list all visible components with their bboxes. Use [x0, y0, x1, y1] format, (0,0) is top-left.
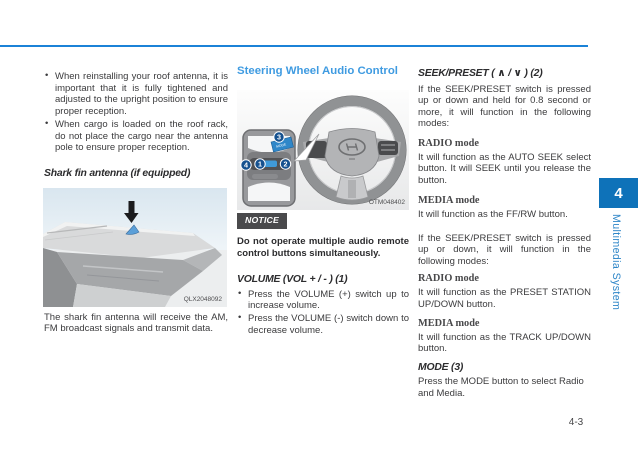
seek-hold-intro: If the SEEK/PRESET switch is pressed up or down and held for 0.8 second or more, it will function in the following modes: [418, 83, 591, 130]
radio-mode-label-1: RADIO mode [418, 137, 479, 149]
chapter-tab-title: Multimedia System [610, 214, 622, 311]
shark-fin-antenna-illustration [43, 188, 227, 307]
media-mode-label-2: MEDIA mode [418, 318, 480, 330]
figure-code-label: QLX2048092 [183, 295, 222, 303]
media-mode-label-1: MEDIA mode [418, 195, 480, 207]
seek-press-intro: If the SEEK/PRESET switch is pressed up or down, it will function in the following modes: [418, 232, 591, 267]
radio-mode-label-2: RADIO mode [418, 273, 479, 285]
notice-badge: NOTICE [237, 213, 287, 230]
chapter-tab-number: 4 [599, 178, 638, 208]
notice-text: Do not operate multiple audio remote control buttons simultaneously. [237, 236, 409, 260]
shark-fin-caption: The shark fin antenna will receive the AM, FM broadcast signals and transmit data. [44, 311, 228, 335]
steering-wheel-illustration [237, 90, 409, 210]
mode-button-label: MODE [275, 142, 287, 149]
callout-3: 3 [277, 132, 281, 142]
page-number: 4-3 [568, 417, 584, 428]
right-column [418, 68, 591, 400]
roof-antenna-bullet-1: • When reinstalling your roof antenna, it is important that it is fully tightened and adjusted to the upright position to ensure proper reception. [44, 71, 228, 118]
steering-wheel-heading: Steering Wheel Audio Control [237, 65, 398, 77]
volume-bullet-up: • Press the VOLUME (+) switch up to increase volume. [237, 289, 409, 312]
volume-heading: VOLUME (VOL + / - ) (1) [237, 273, 348, 285]
seek-preset-heading: SEEK/PRESET ( ∧ / ∨ ) (2) [418, 68, 543, 79]
media-hold-text: It will function as the FF/RW button. [418, 208, 568, 220]
radio-hold-text: It will function as the AUTO SEEK select button. It will SEEK until you release the button. [418, 151, 591, 186]
mode-heading: MODE (3) [418, 361, 464, 373]
callout-1: 1 [258, 159, 262, 169]
roof-antenna-bullet-2: • When cargo is loaded on the roof rack, do not place the cargo near the antenna pole to ensure proper reception. [44, 119, 228, 154]
media-press-text: It will function as the TRACK UP/DOWN button. [418, 331, 591, 355]
top-rule-divider [0, 45, 588, 47]
left-column [44, 71, 228, 335]
callout-2: 2 [283, 159, 288, 169]
shark-fin-heading: Shark fin antenna (if equipped) [44, 167, 191, 179]
mode-text: Press the MODE button to select Radio and Media. [418, 376, 584, 400]
figure-code-label: OTM048402 [368, 198, 405, 206]
volume-bullet-down: • Press the VOLUME (-) switch down to decrease volume. [237, 313, 409, 336]
middle-column [237, 66, 409, 336]
callout-4: 4 [244, 160, 248, 170]
radio-press-text: It will function as the PRESET STATION UP/DOWN button. [418, 286, 591, 310]
